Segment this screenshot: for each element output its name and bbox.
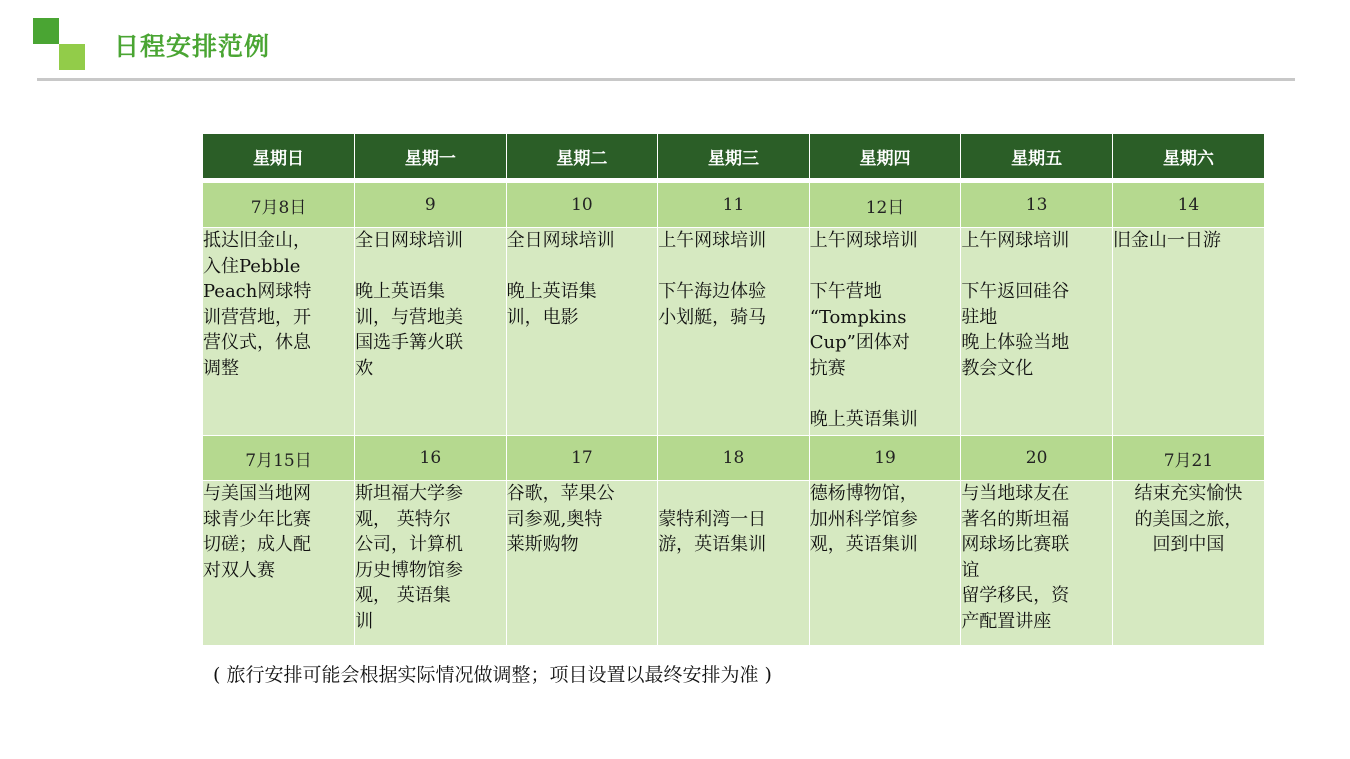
weekday-header: 星期六: [1112, 134, 1264, 178]
page-title: 日程安排范例: [114, 32, 271, 61]
date-cell: 19: [809, 436, 961, 481]
activity-cell: 德杨博物馆， 加州科学馆参 观，英语集训: [809, 481, 961, 645]
weekday-header: 星期三: [658, 134, 810, 178]
activity-cell: 上午网球培训 下午海边体验 小划艇，骑马: [658, 228, 810, 436]
schedule-footnote: ( 旅行安排可能会根据实际情况做调整；项目设置以最终安排为准 ): [213, 664, 772, 686]
date-cell: 7月15日: [203, 436, 355, 481]
date-cell: 16: [355, 436, 507, 481]
activity-cell: 全日网球培训 晚上英语集 训，电影: [506, 228, 658, 436]
activity-cell: 结束充实愉快 的美国之旅， 回到中国: [1112, 481, 1264, 645]
activity-cell: 蒙特利湾一日 游，英语集训: [658, 481, 810, 645]
date-cell: 18: [658, 436, 810, 481]
weekday-header: 星期一: [355, 134, 507, 178]
date-cell: 17: [506, 436, 658, 481]
date-row-week1: [203, 183, 1264, 228]
date-cell: 13: [961, 183, 1113, 228]
weekday-header: 星期五: [961, 134, 1113, 178]
date-cell: 7月21: [1112, 436, 1264, 481]
date-cell: 7月8日: [203, 183, 355, 228]
activity-cell: 上午网球培训 下午营地 “Tompkins Cup”团体对 抗赛 晚上英语集训: [809, 228, 961, 436]
schedule-table: [203, 134, 1264, 645]
weekday-header-row: [203, 134, 1264, 178]
activity-row-week1: [203, 228, 1264, 436]
activity-cell: 斯坦福大学参 观， 英特尔 公司，计算机 历史博物馆参 观， 英语集 训: [355, 481, 507, 645]
date-row-week2: [203, 436, 1264, 481]
date-cell: 11: [658, 183, 810, 228]
activity-row-week2: [203, 481, 1264, 645]
weekday-header: 星期日: [203, 134, 355, 178]
activity-cell: 与美国当地网 球青少年比赛 切磋；成人配 对双人赛: [203, 481, 355, 645]
date-cell: 9: [355, 183, 507, 228]
date-cell: 14: [1112, 183, 1264, 228]
activity-cell: 抵达旧金山， 入住Pebble Peach网球特 训营营地，开 营仪式，休息 调整: [203, 228, 355, 436]
weekday-header: 星期二: [506, 134, 658, 178]
title-divider: [37, 78, 1295, 81]
logo-square-light: [59, 44, 85, 70]
date-cell: 20: [961, 436, 1113, 481]
weekday-header: 星期四: [809, 134, 961, 178]
logo-square-dark: [33, 18, 59, 44]
activity-cell: 全日网球培训 晚上英语集 训，与营地美 国选手篝火联 欢: [355, 228, 507, 436]
activity-cell: 上午网球培训 下午返回硅谷 驻地 晚上体验当地 教会文化: [961, 228, 1113, 436]
date-cell: 12日: [809, 183, 961, 228]
activity-cell: 与当地球友在 著名的斯坦福 网球场比赛联 谊 留学移民，资 产配置讲座: [961, 481, 1113, 645]
date-cell: 10: [506, 183, 658, 228]
activity-cell: 谷歌，苹果公 司参观,奥特 莱斯购物: [506, 481, 658, 645]
activity-cell: 旧金山一日游: [1112, 228, 1264, 436]
